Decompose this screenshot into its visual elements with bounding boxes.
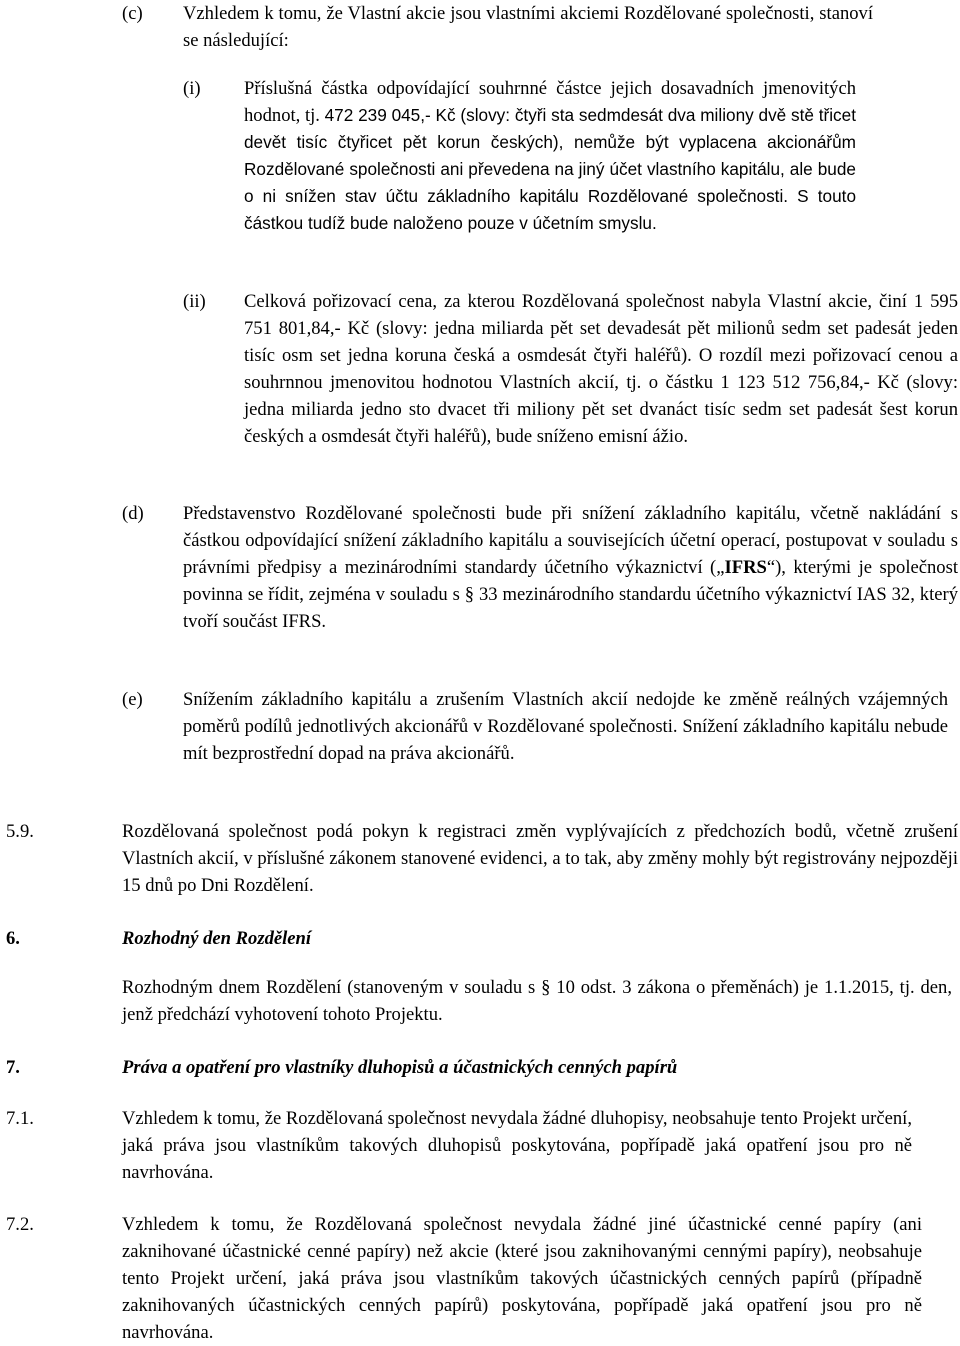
paragraph-ii: Celková pořizovací cena, za kterou Rozdělovaná společnost nabyla Vlastní akcie, činí 1 595 751 801,84,- Kč (slovy: jedna miliarda pět set devadesát pět milionů sedm set padesát jeden tisíc osm set jedna koruna česká a osmdesát čtyři haléřů). O rozdíl mezi pořizovací cenou a souhrnnou jmenovitou hodnotou Vlastních akcií, tj. o částku 1 123 512 756,84,- Kč (slovy: jedna miliarda jedno sto dvacet tři miliony pět set dvanáct tisíc sedm set padesát šest korun českých a osmdesát čtyři haléřů), bude sníženo emisní ážio. [244, 291, 958, 447]
item-label-ii: (ii) [183, 291, 206, 312]
paragraph-5-9: Rozdělovaná společnost podá pokyn k registraci změn vyplývajících z předchozích bodů, včetně zrušení Vlastních akcií, v příslušné zákonem stanovené evidenci, a to tak, aby změny mohly být registrovány nejpozději 15 dnů po Dni Rozdělení. [122, 821, 958, 896]
section-number-6: 6. [6, 928, 20, 949]
item-label-e: (e) [122, 689, 143, 710]
item-label-i: (i) [183, 78, 201, 99]
paragraph-e: Snížením základního kapitálu a zrušením Vlastních akcií nedojde ke změně reálných vzájemných poměrů podílů jednotlivých akcionářů v Rozdělované společnosti. Snížení základního kapitálu nebude mít bezprostřední dopad na práva akcionářů. [183, 689, 948, 764]
section-label-7-2: 7.2. [6, 1214, 34, 1235]
section-label-7-1: 7.1. [6, 1108, 34, 1129]
paragraph-6: Rozhodným dnem Rozdělení (stanoveným v souladu s § 10 odst. 3 zákona o přeměnách) je 1.1.2015, tj. den, jenž předchází vyhotovení tohoto Projektu. [122, 977, 952, 1025]
paragraph-d-text-after: “), kterými je společnost povinna se řídit, zejména v souladu s § 33 mezinárodního standardu účetního výkaznictví IAS 32, který tvoří součást IFRS. [183, 557, 958, 632]
paragraph-d [183, 500, 958, 635]
paragraph-i-lead: Příslušná částka odpovídající souhrnné částce jejich dosavadních jmenovitých hodnot, tj. [244, 78, 856, 126]
paragraph-7-2: Vzhledem k tomu, že Rozdělovaná společnost nevydala žádné jiné účastnické cenné papíry (ani zaknihované účastnické cenné papíry) než akcie (které jsou zaknihovanými cennými papíry), neobsahuje tento Projekt určení, jaká práva jsou vlastníkům takových účastnických cenných papírů (případně zaknihovaných účastnických cenných papírů) poskytována, popřípadě jaká opatření jsou pro ně navrhována. [122, 1214, 922, 1343]
paragraph-i [244, 75, 856, 237]
section-label-5-9: 5.9. [6, 821, 34, 842]
item-label-d: (d) [122, 503, 144, 524]
paragraph-c: Vzhledem k tomu, že Vlastní akcie jsou vlastními akciemi Rozdělované společnosti, stanoví se následující: [183, 3, 873, 51]
paragraph-d-text-before: Představenstvo Rozdělované společnosti bude při snížení základního kapitálu, včetně nakládání s částkou odpovídající snížení základního kapitálu a souvisejících účetní operací, postupovat v souladu s právními předpisy a mezinárodními standardy účetního výkaznictví („ [183, 503, 958, 578]
item-label-c: (c) [122, 3, 143, 24]
section-heading-6: Rozhodný den Rozdělení [122, 928, 312, 949]
paragraph-7-1: Vzhledem k tomu, že Rozdělovaná společnost nevydala žádné dluhopisy, neobsahuje tento Projekt určení, jaká práva jsou vlastníkům takových dluhopisů poskytována, popřípadě jaká opatření jsou pro ně navrhována. [122, 1108, 912, 1183]
section-heading-7: Práva a opatření pro vlastníky dluhopisů a účastnických cenných papírů [122, 1057, 678, 1078]
paragraph-i-rest: 472 239 045,- Kč (slovy: čtyři sta sedmdesát dva miliony dvě stě třicet devět tisíc čtyřicet pět korun českých), nemůže být vyplacena akcionářům Rozdělované společnosti ani převedena na jiný účet vlastního kapitálu, ale bude o ni snížen stav účtu základního kapitálu Rozdělované společnosti. S touto částkou tudíž bude naloženo pouze v účetním smyslu. [244, 105, 856, 233]
section-number-7: 7. [6, 1057, 20, 1078]
ifrs-abbreviation: IFRS [724, 557, 767, 578]
